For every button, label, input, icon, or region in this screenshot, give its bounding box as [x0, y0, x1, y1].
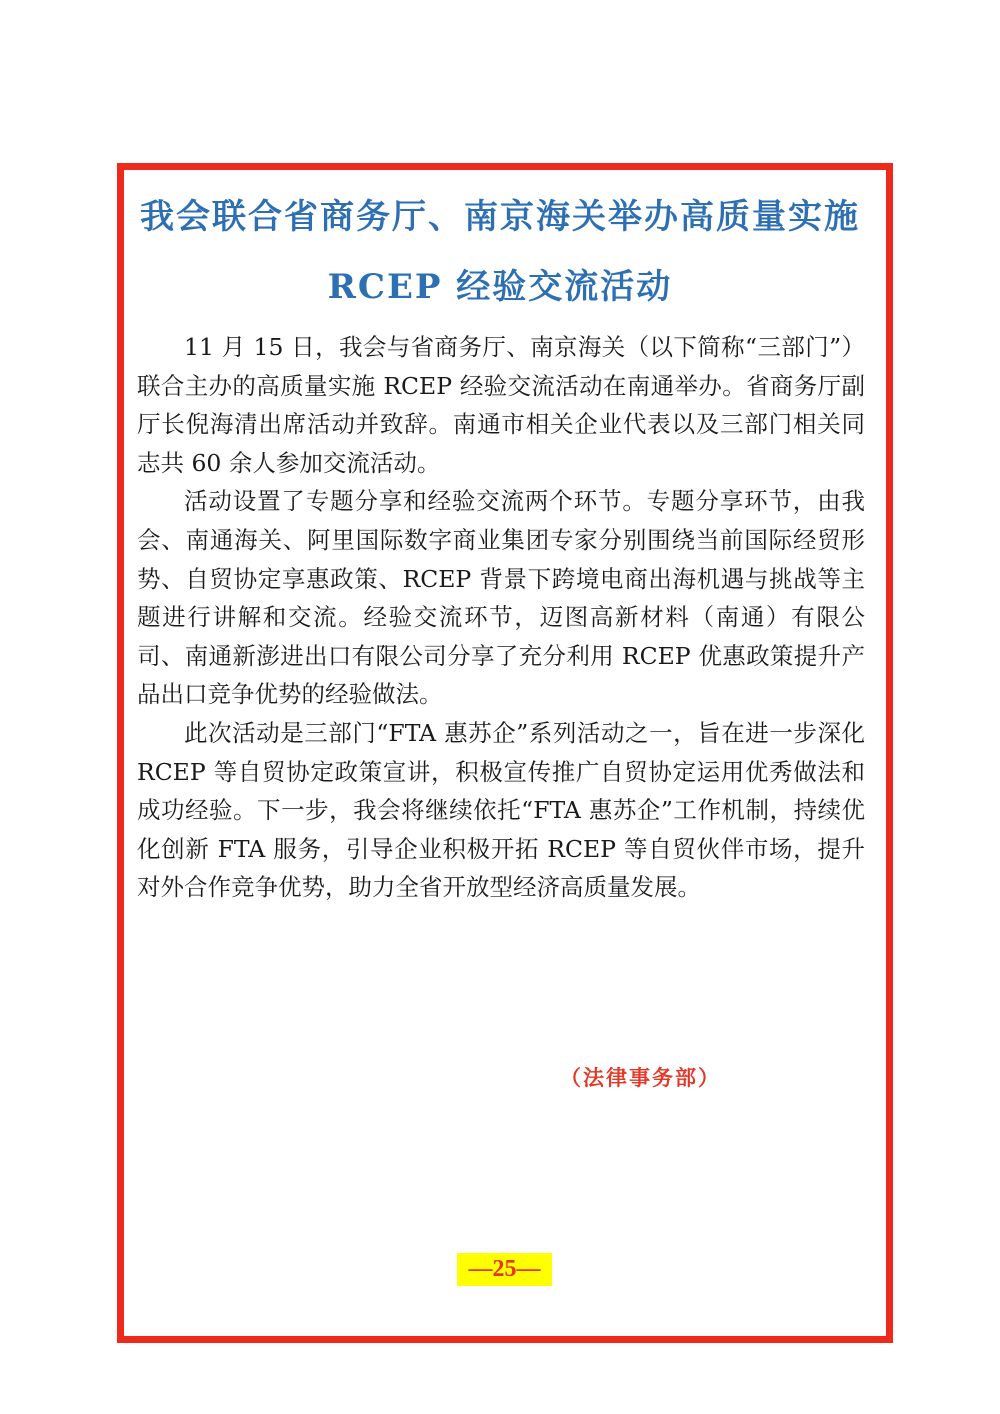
article-body — [137, 328, 865, 907]
article-title-line-1: 我会联合省商务厅、南京海关举办高质量实施 — [140, 197, 860, 237]
paragraph-1: 11 月 15 日，我会与省商务厅、南京海关（以下简称“三部门”）联合主办的高质量实施 RCEP 经验交流活动在南通举办。省商务厅副厅长倪海清出席活动并致辞。南通市相关企业代表以及三部门相关同志共 60 余人参加交流活动。 — [137, 333, 865, 477]
department-signature: （法律事务部） — [560, 1065, 721, 1090]
paragraph-3: 此次活动是三部门“FTA 惠苏企”系列活动之一，旨在进一步深化 RCEP 等自贸协定政策宣讲，积极宣传推广自贸协定运用优秀做法和成功经验。下一步，我会将继续依托“FTA 惠苏企”工作机制，持续优化创新 FTA 服务，引导企业积极开拓 RCEP 等自贸伙伴市场，提升对外合作竞争优势，助力全省开放型经济高质量发展。 — [137, 718, 865, 902]
article-title-line-2: RCEP 经验交流活动 — [327, 267, 673, 307]
paragraph-2: 活动设置了专题分享和经验交流两个环节。专题分享环节，由我会、南通海关、阿里国际数字商业集团专家分别围绕当前国际经贸形势、自贸协定享惠政策、RCEP 背景下跨境电商出海机遇与挑战等主题进行讲解和交流。经验交流环节，迈图高新材料（南通）有限公司、南通新澎进出口有限公司分享了充分利用 RCEP 优惠政策提升产品出口竞争优势的经验做法。 — [137, 487, 865, 709]
page-number: —25— — [457, 1253, 552, 1286]
